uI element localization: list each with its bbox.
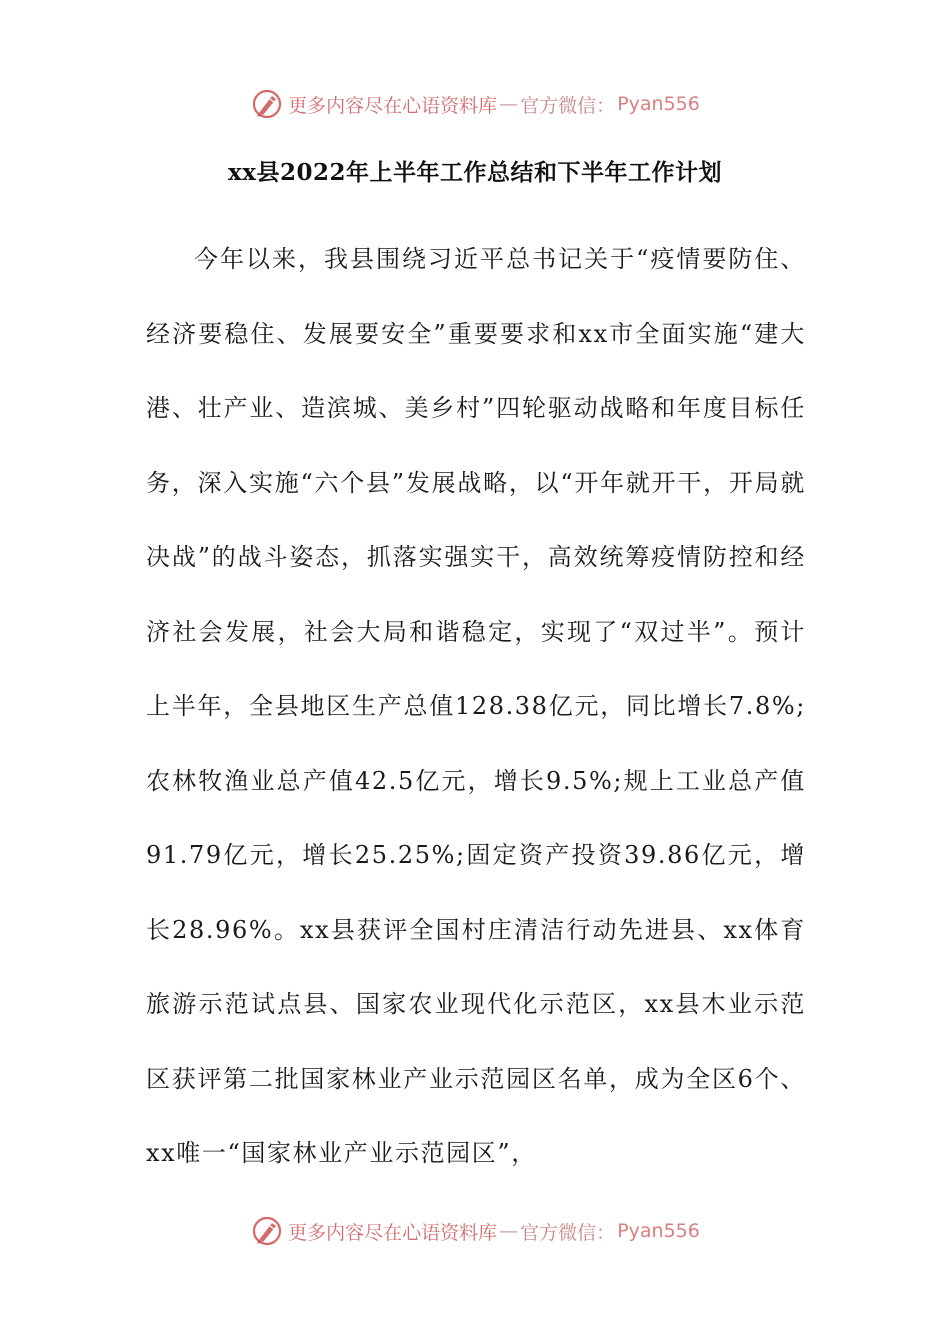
watermark-brand: 更多内容尽在心语资料库	[288, 1221, 498, 1244]
watermark-wechat-label: 官方微信：	[520, 94, 616, 117]
pen-nib-icon	[250, 87, 284, 121]
watermark-brand: 更多内容尽在心语资料库	[288, 94, 498, 117]
watermark-wechat-id: Pyan556	[617, 93, 700, 115]
watermark-separator: —	[499, 93, 519, 115]
watermark-wechat-id: Pyan556	[617, 1220, 700, 1242]
pen-nib-icon	[250, 1214, 284, 1248]
watermark-wechat-label: 官方微信：	[520, 1221, 616, 1244]
header-watermark	[0, 84, 950, 124]
footer-watermark	[0, 1211, 950, 1251]
body-paragraph: 今年以来，我县围绕习近平总书记关于“疫情要防住、经济要稳住、发展要安全”重要要求和xx市全面实施“建大港、壮产业、造滨城、美乡村”四轮驱动战略和年度目标任务，深入实施“六个县”发展战略，以“开年就开干，开局就决战”的战斗姿态，抓落实强实干，高效统筹疫情防控和经济社会发展，社会大局和谐稳定，实现了“双过半”。预计上半年，全县地区生产总值128.38亿元，同比增长7.8%;农林牧渔业总产值42.5亿元，增长9.5%;规上工业总产值91.79亿元，增长25.25%;固定资产投资39.86亿元，增长28.96%。xx县获评全国村庄清洁行动先进县、xx体育旅游示范试点县、国家农业现代化示范区，xx县木业示范区获评第二批国家林业产业示范园区名单，成为全区6个、xx唯一“国家林业产业示范园区”，	[146, 245, 806, 1167]
document-title: xx县2022年上半年工作总结和下半年工作计划	[228, 159, 722, 186]
watermark-separator: —	[499, 1220, 519, 1242]
